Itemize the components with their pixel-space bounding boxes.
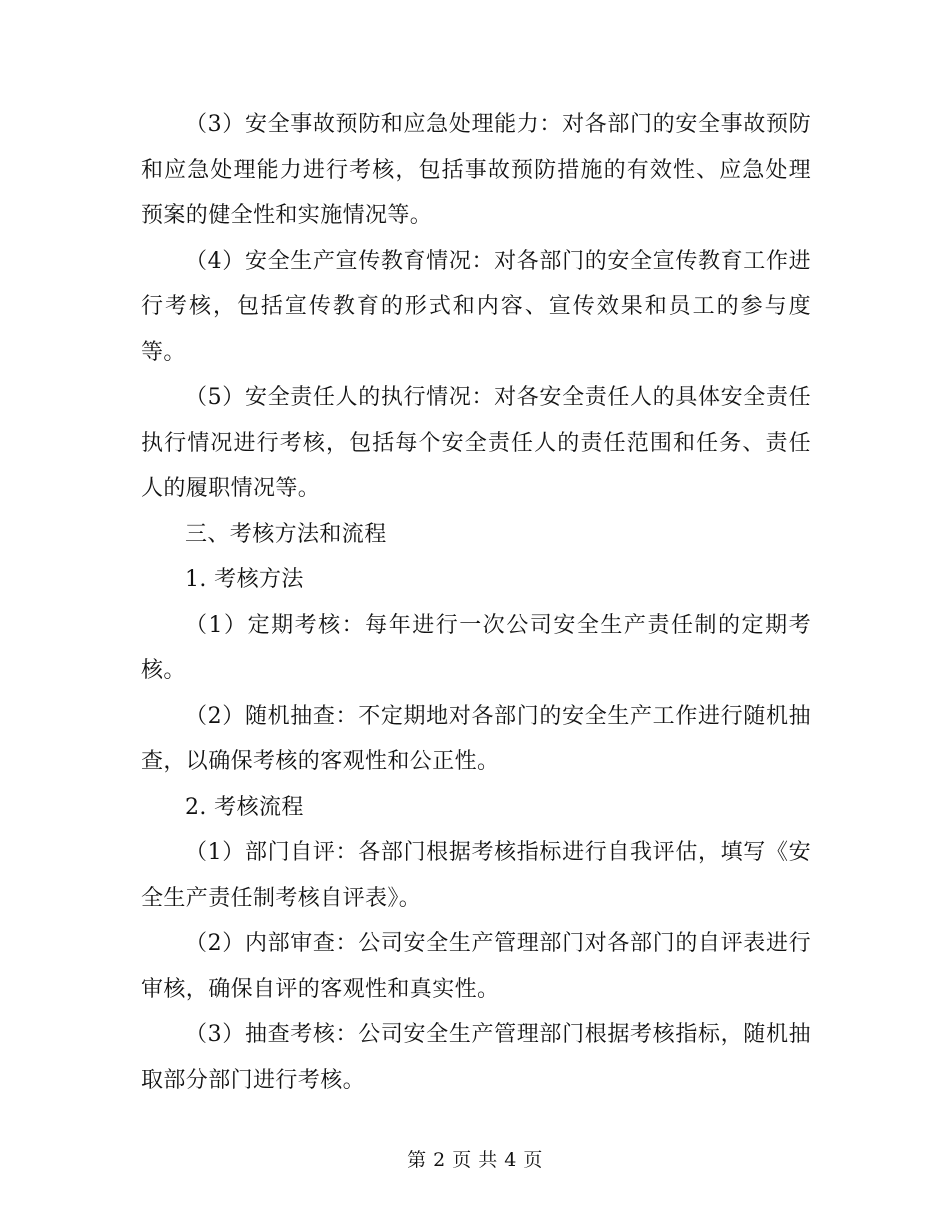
paragraph-random-inspection: （2）随机抽查：不定期地对各部门的安全生产工作进行随机抽查，以确保考核的客观性和公正性。 [141,703,811,774]
paragraph-regular-assessment: （1）定期考核：每年进行一次公司安全生产责任制的定期考核。 [141,612,811,683]
paragraph-internal-review: （2）内部审查：公司安全生产管理部门对各部门的自评表进行审核，确保自评的客观性和真实性。 [141,931,811,1002]
document-body [141,102,811,1103]
paragraph-self-evaluation: （1）部门自评：各部门根据考核指标进行自我评估，填写《安全生产责任制考核自评表》。 [141,840,811,911]
section-heading-methods-process: 三、考核方法和流程 [185,521,387,547]
paragraph-safety-education: （4）安全生产宣传教育情况：对各部门的安全宣传教育工作进行考核，包括宣传教育的形式和内容、宣传效果和员工的参与度等。 [141,248,811,365]
paragraph-responsible-person: （5）安全责任人的执行情况：对各安全责任人的具体安全责任执行情况进行考核，包括每个安全责任人的责任范围和任务、责任人的履职情况等。 [141,385,811,501]
page-number-footer: 第 2 页 共 4 页 [407,1149,543,1171]
paragraph-accident-prevention: （3）安全事故预防和应急处理能力：对各部门的安全事故预防和应急处理能力进行考核，包括事故预防措施的有效性、应急处理预案的健全性和实施情况等。 [141,112,811,228]
subheading-assessment-methods: 1. 考核方法 [185,567,304,592]
subheading-assessment-process: 2. 考核流程 [185,794,304,820]
paragraph-spot-check: （3）抽查考核：公司安全生产管理部门根据考核指标，随机抽取部分部门进行考核。 [141,1022,811,1093]
